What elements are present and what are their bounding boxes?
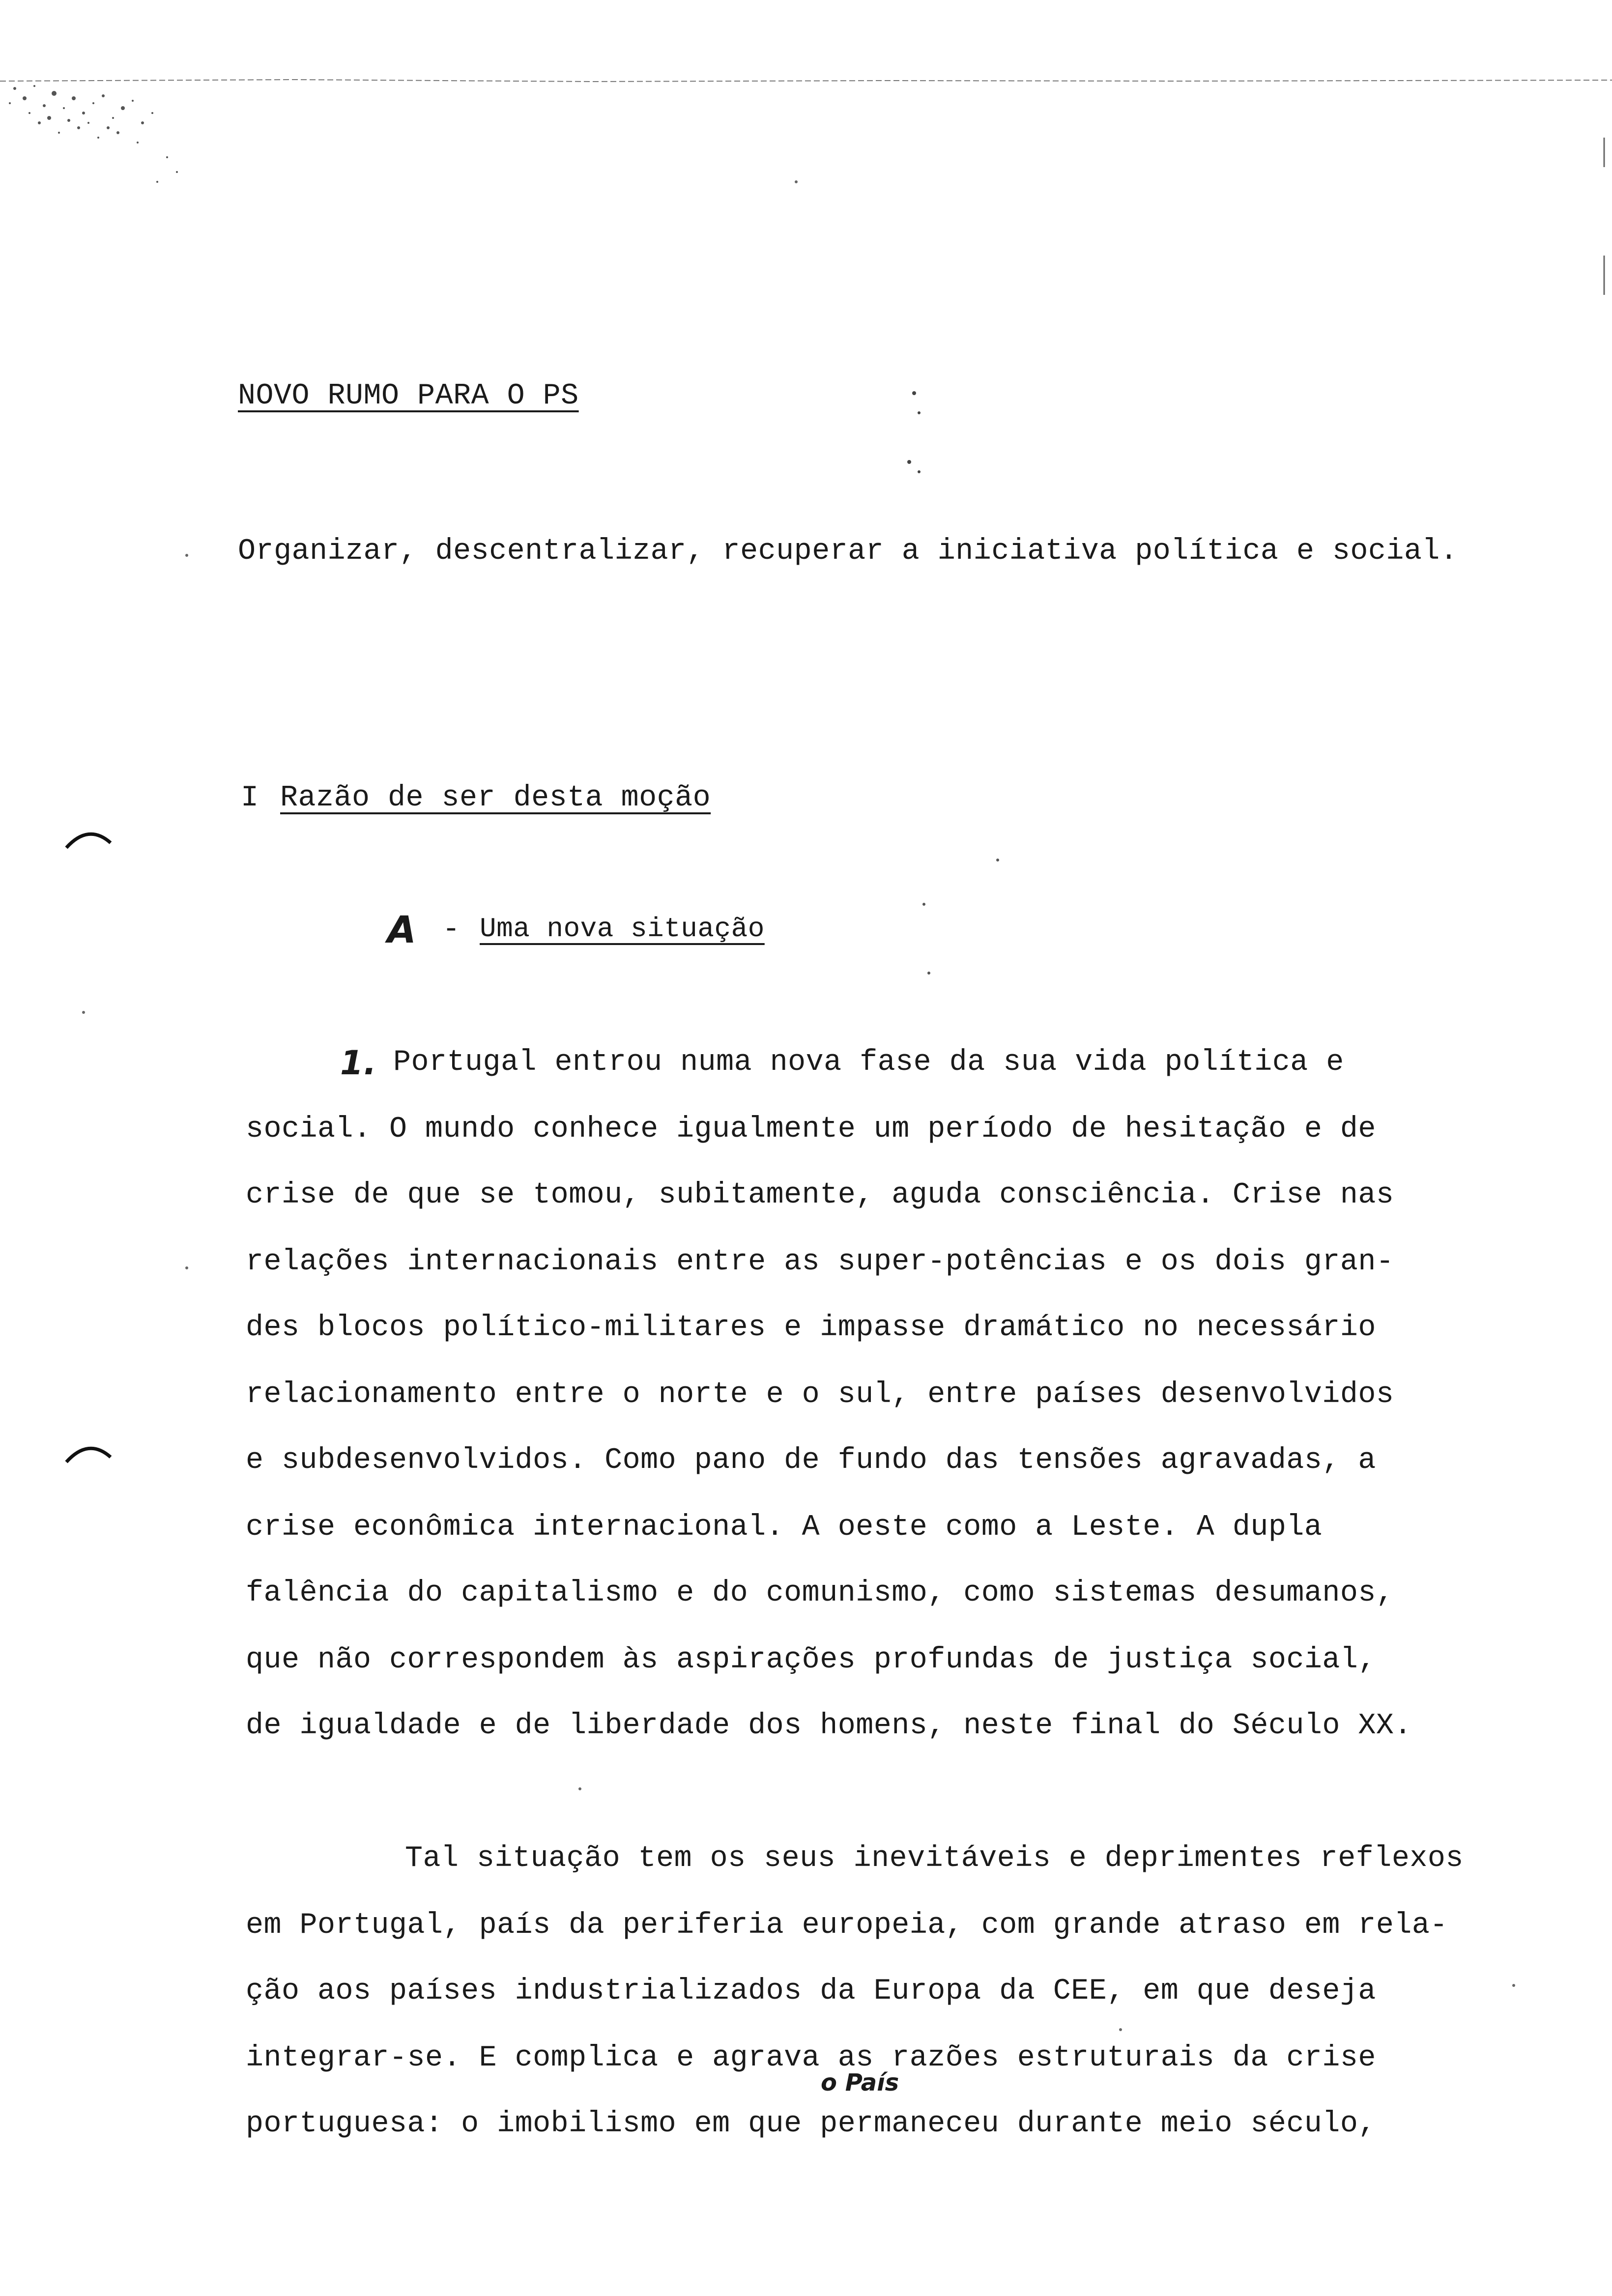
section-title: Razão de ser desta moção — [280, 781, 711, 815]
section-number: I — [241, 781, 259, 815]
subsection-dash: - — [442, 913, 461, 947]
document-subtitle: Organizar, descentralizar, recuperar a iniciativa política e social. — [238, 535, 1458, 568]
paragraph1-line: de igualdade e de liberdade dos homens, neste final do Século XX. — [246, 1709, 1412, 1743]
paragraph1-line: Portugal entrou numa nova fase da sua vida política e — [393, 1046, 1344, 1079]
paragraph2-line: portuguesa: o imobilismo em que permaneceu durante meio século, — [246, 2107, 1376, 2141]
paragraph1-line: relações internacionais entre as super-potências e os dois gran- — [246, 1245, 1394, 1279]
subsection-marker: A — [387, 908, 417, 951]
paragraph2-line: integrar-se. E complica e agrava as razões estruturais da crise — [246, 2041, 1376, 2075]
paragraph-number: 1. — [340, 1044, 377, 1083]
document-title: NOVO RUMO PARA O PS — [238, 379, 579, 413]
top-rule-line — [0, 74, 1612, 88]
paragraph2-line: ção aos países industrializados da Europa da CEE, em que deseja — [246, 1975, 1376, 2008]
paragraph1-line: relacionamento entre o norte e o sul, entre países desenvolvidos — [246, 1378, 1394, 1411]
paragraph1-line: e subdesenvolvidos. Como pano de fundo das tensões agravadas, a — [246, 1444, 1376, 1477]
paragraph1-line: crise econômica internacional. A oeste como a Leste. A dupla — [246, 1511, 1323, 1544]
margin-arc-upper — [64, 826, 113, 850]
margin-arc-lower — [64, 1440, 113, 1464]
paragraph1-line: que não correspondem às aspirações profundas de justiça social, — [246, 1643, 1376, 1677]
paragraph1-line: crise de que se tomou, subitamente, aguda consciência. Crise nas — [246, 1178, 1394, 1212]
paragraph1-line: des blocos político-militares e impasse dramático no necessário — [246, 1311, 1376, 1345]
handwritten-insertion: o País — [821, 2069, 899, 2096]
paragraph1-line: social. O mundo conhece igualmente um período de hesitação e de — [246, 1113, 1376, 1146]
subsection-title: Uma nova situação — [480, 913, 765, 945]
paragraph2-line: Tal situação tem os seus inevitáveis e deprimentes reflexos — [405, 1842, 1464, 1875]
paragraph2-line: em Portugal, país da periferia europeia, com grande atraso em rela- — [246, 1909, 1448, 1942]
paragraph1-line: falência do capitalismo e do comunismo, como sistemas desumanos, — [246, 1577, 1394, 1610]
